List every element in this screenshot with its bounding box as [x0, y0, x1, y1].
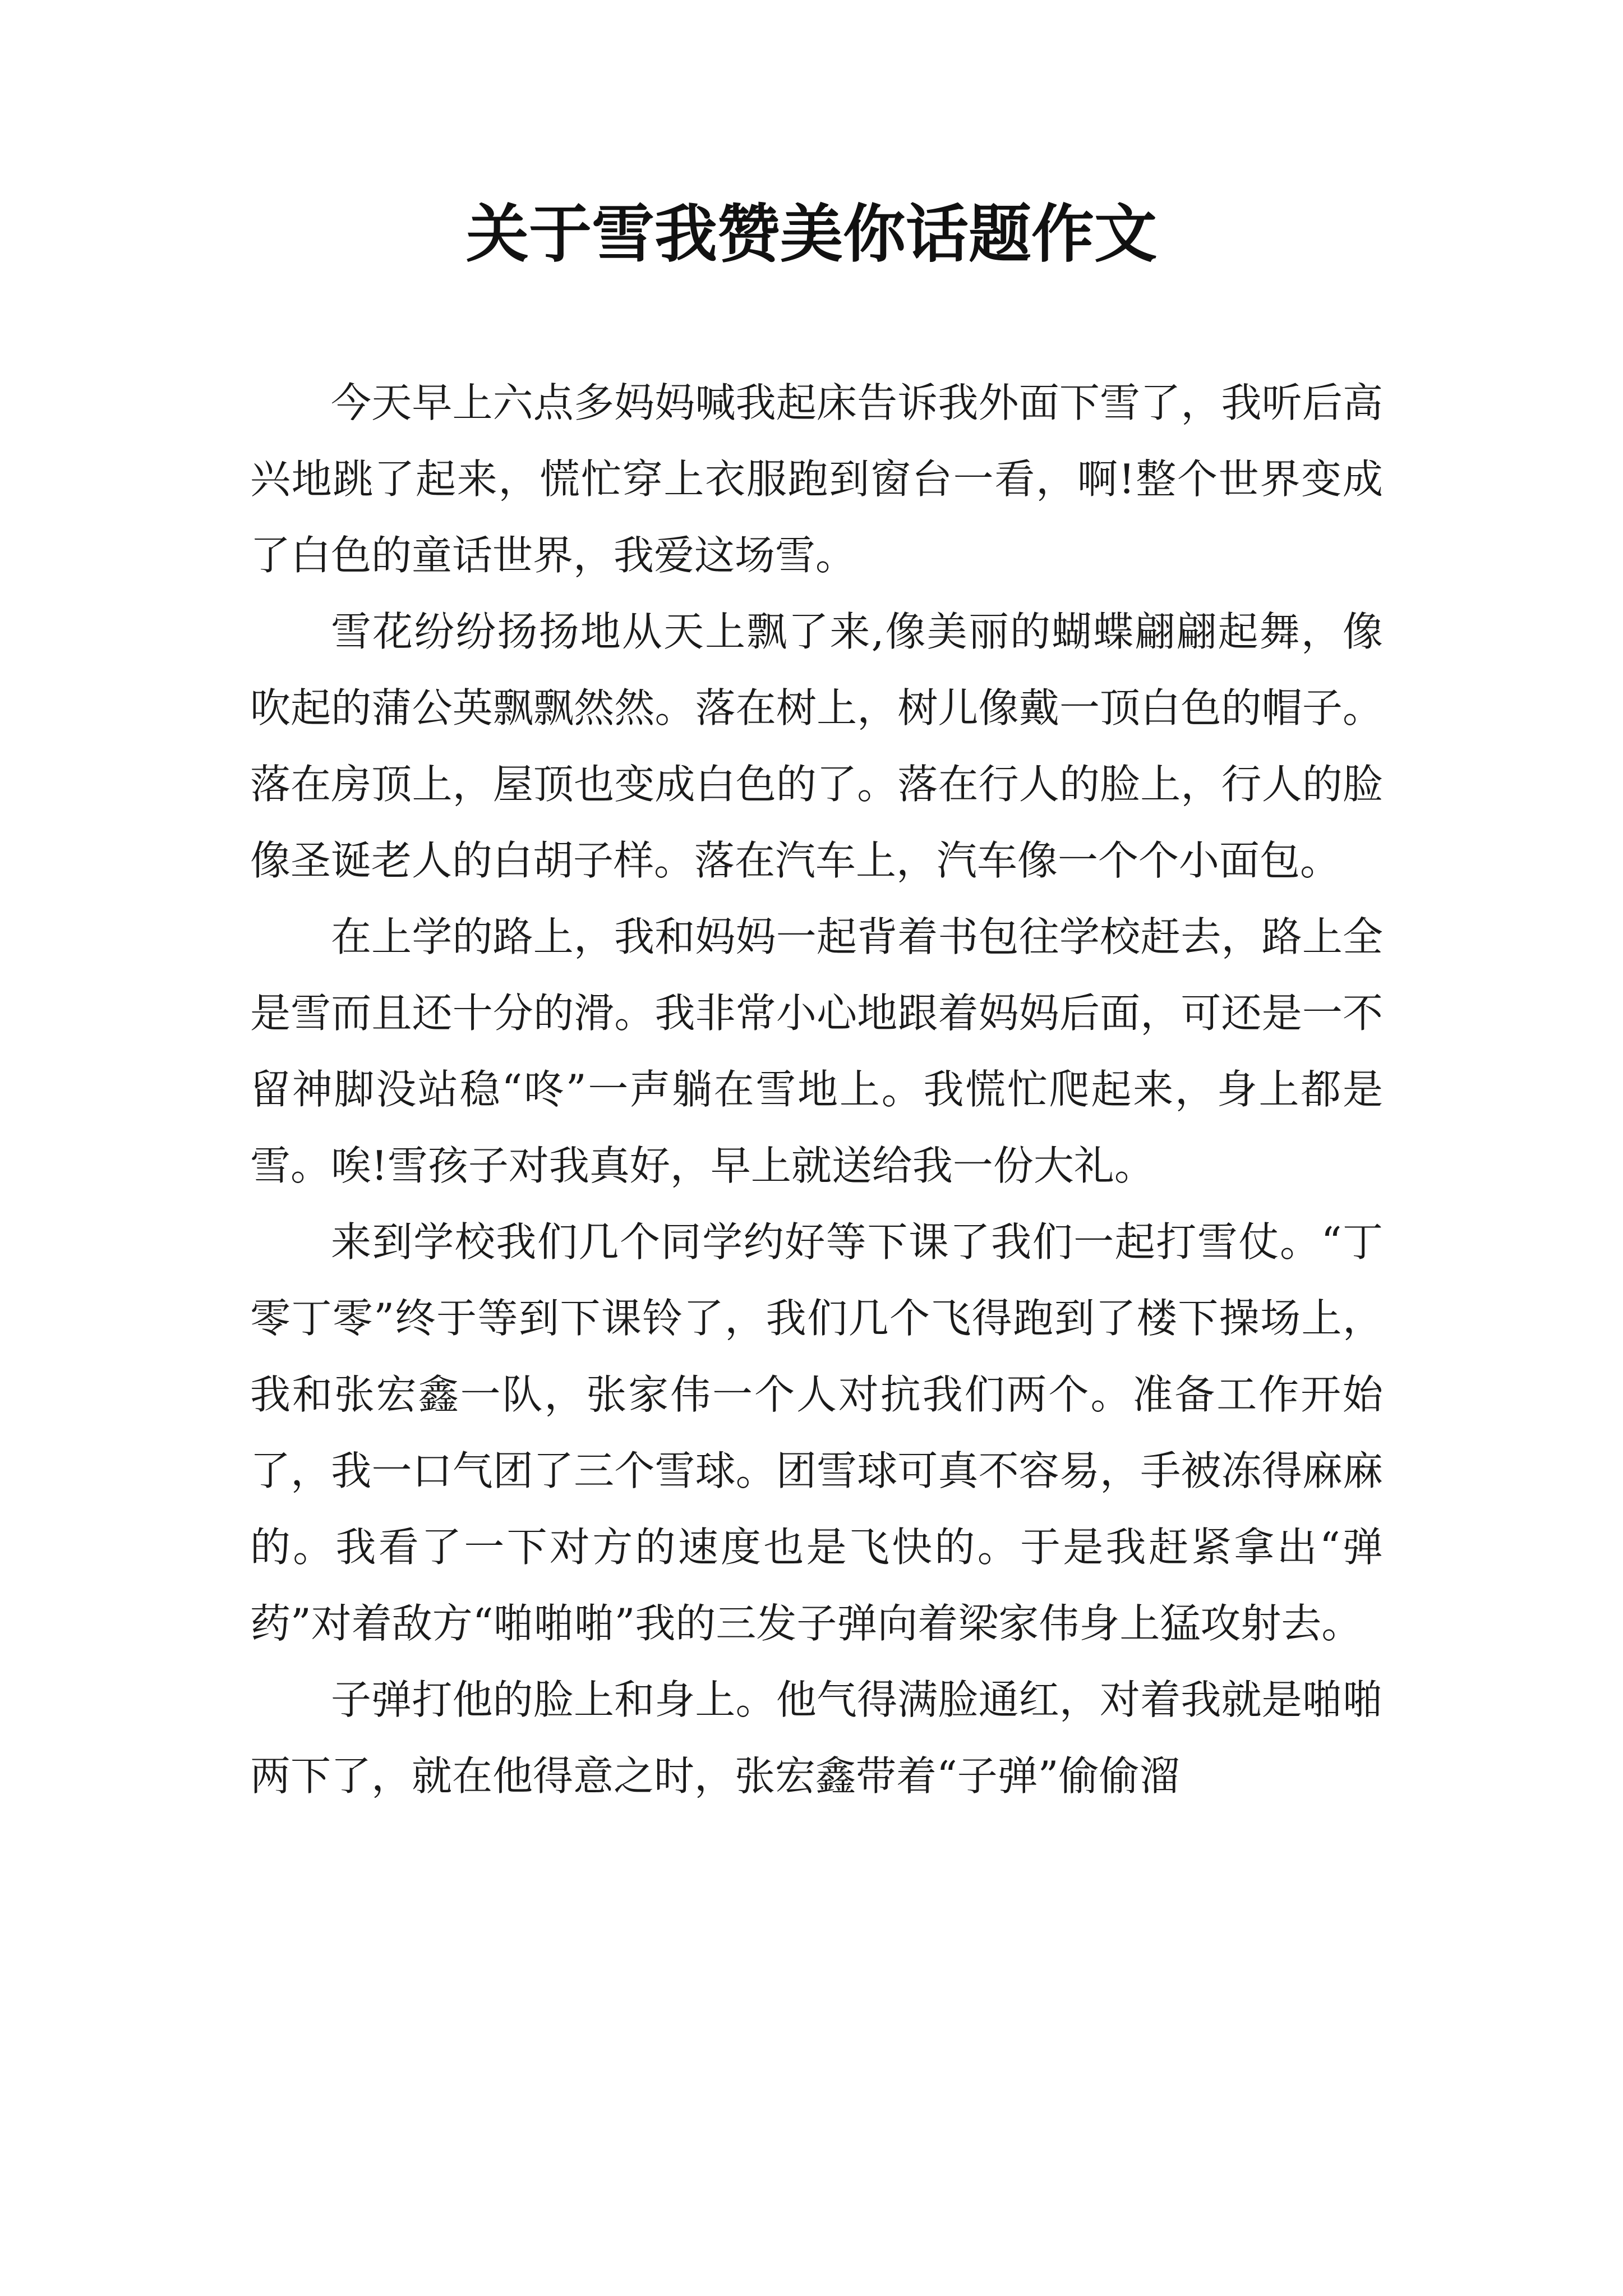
paragraph-5: 子弹打他的脸上和身上。他气得满脸通红，对着我就是啪啪两下了，就在他得意之时，张宏鑫带着“子弹”偷偷溜	[250, 1676, 1383, 1800]
document-body	[250, 365, 1383, 1814]
paragraph-1: 今天早上六点多妈妈喊我起床告诉我外面下雪了，我听后高兴地跳了起来，慌忙穿上衣服跑到窗台一看，啊!整个世界变成了白色的童话世界，我爱这场雪。	[250, 379, 1383, 579]
document-title: 关于雪我赞美你话题作文	[466, 197, 1157, 271]
paragraph-4: 来到学校我们几个同学约好等下课了我们一起打雪仗。“丁零丁零”终于等到下课铃了，我们几个飞得跑到了楼下操场上，我和张宏鑫一队，张家伟一个人对抗我们两个。准备工作开始了，我一口气团了三个雪球。团雪球可真不容易，手被冻得麻麻的。我看了一下对方的速度也是飞快的。于是我赶紧拿出“弹药”对着敌方“啪啪啪”我的三发子弹向着梁家伟身上猛攻射去。	[250, 1218, 1383, 1647]
paragraph-3: 在上学的路上，我和妈妈一起背着书包往学校赶去，路上全是雪而且还十分的滑。我非常小心地跟着妈妈后面，可还是一不留神脚没站稳“咚”一声躺在雪地上。我慌忙爬起来，身上都是雪。唉!雪孩子对我真好，早上就送给我一份大礼。	[250, 913, 1383, 1189]
paragraph-2: 雪花纷纷扬扬地从天上飘了来,像美丽的蝴蝶翩翩起舞，像吹起的蒲公英飘飘然然。落在树上，树儿像戴一顶白色的帽子。落在房顶上，屋顶也变成白色的了。落在行人的脸上，行人的脸像圣诞老人的白胡子样。落在汽车上，汽车像一个个小面包。	[250, 608, 1383, 884]
